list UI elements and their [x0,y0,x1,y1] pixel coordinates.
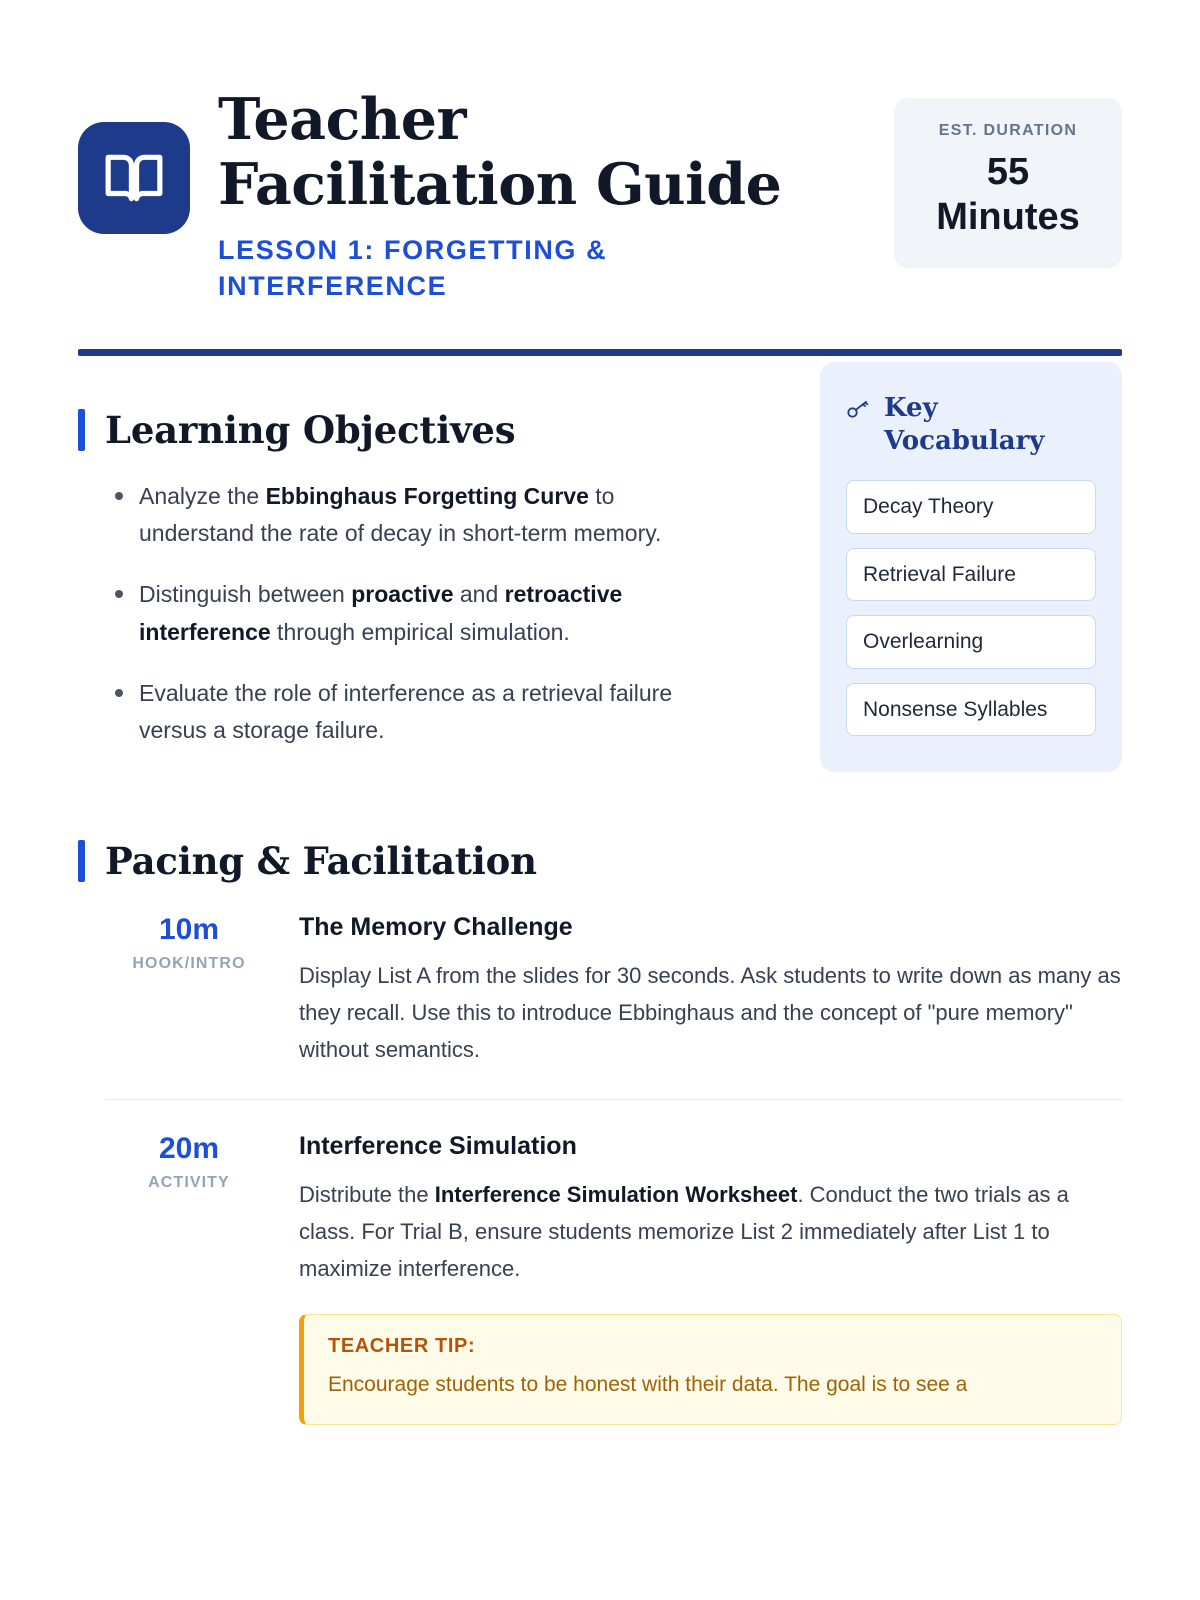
vocabulary-term: Decay Theory [846,480,1096,533]
objective-text-post: through empirical simulation. [270,618,570,645]
pacing-duration: 20m [158,1132,220,1166]
section-accent-bar [78,840,85,882]
pacing-text-post: . Conduct the two trials as a class. For Trial B, ensure students memorize List 2 immediately after List 1 to maximize interference. [299,1182,1069,1282]
objective-text-bold-2: retroactive interference [139,581,623,645]
pacing-duration: 10m [158,913,220,947]
vocabulary-header [846,392,1096,459]
pacing-text-bold: Interference Simulation Worksheet [434,1182,798,1208]
objectives-column [78,356,776,774]
pacing-time-cell [105,911,273,1069]
objective-text-bold: Ebbinghaus Forgetting Curve [265,482,589,509]
pacing-phase-tag: ACTIVITY [148,1174,230,1192]
objectives-heading [78,408,776,452]
pacing-time-cell [105,1130,273,1424]
teacher-tip-label: TEACHER TIP: [328,1335,476,1358]
vocabulary-term: Nonsense Syllables [846,683,1096,736]
open-book-icon [78,122,190,234]
list-item [105,478,725,553]
objective-text-pre: Analyze the [139,482,266,509]
pacing-heading [78,839,1122,883]
objective-text-pre: Distinguish between [139,581,352,608]
lesson-subtitle: LESSON 1: FORGETTING & INTERFERENCE [218,234,608,302]
teacher-tip-box [299,1314,1122,1425]
vocabulary-term-list [846,480,1096,736]
duration-value: 55 Minutes [936,151,1080,238]
pacing-phase-tag: HOOK/INTRO [132,955,246,973]
pacing-activity-text: Display List A from the slides for 30 seconds. Ask students to write down as many as they recall. Use this to introduce Ebbinghaus and the concept of "pure memory" without semantics. [299,963,1121,1063]
list-item [105,576,725,651]
teacher-tip-text: Encourage students to be honest with their data. The goal is to see a [328,1373,968,1397]
header-divider [78,349,1122,356]
pacing-activity-title: Interference Simulation [299,1132,577,1161]
pacing-activity-title: The Memory Challenge [299,913,573,942]
pacing-body-cell [299,911,1122,1069]
list-item [105,675,725,750]
pacing-list [78,911,1122,1424]
table-row [105,911,1122,1100]
title-block [218,80,866,305]
pacing-heading-text: Pacing & Facilitation [105,839,537,884]
pacing-body-cell [299,1130,1122,1424]
key-icon [846,400,870,425]
vocabulary-term: Overlearning [846,615,1096,668]
objectives-section [78,356,1122,774]
duration-card [894,98,1122,268]
objectives-list [105,478,776,750]
page-title: Teacher Facilitation Guide [218,86,782,218]
section-accent-bar [78,409,85,451]
pacing-text-pre: Distribute the [299,1182,435,1208]
objective-text-bold: proactive [351,581,454,608]
pacing-activity-text [299,1177,1122,1288]
objective-text-mid: and [453,581,505,608]
vocabulary-title: Key Vocabulary [884,392,1045,457]
vocabulary-term: Retrieval Failure [846,548,1096,601]
key-vocabulary-card [820,362,1122,772]
objective-text-post: to understand the rate of decay in short-term memory. [139,482,662,547]
objectives-heading-text: Learning Objectives [105,407,516,452]
objective-text-pre: Evaluate the role of interference as a retrieval failure versus a storage failure. [139,679,673,744]
document-header [78,80,1122,305]
duration-label: EST. DURATION [938,122,1078,139]
table-row [105,1130,1122,1424]
